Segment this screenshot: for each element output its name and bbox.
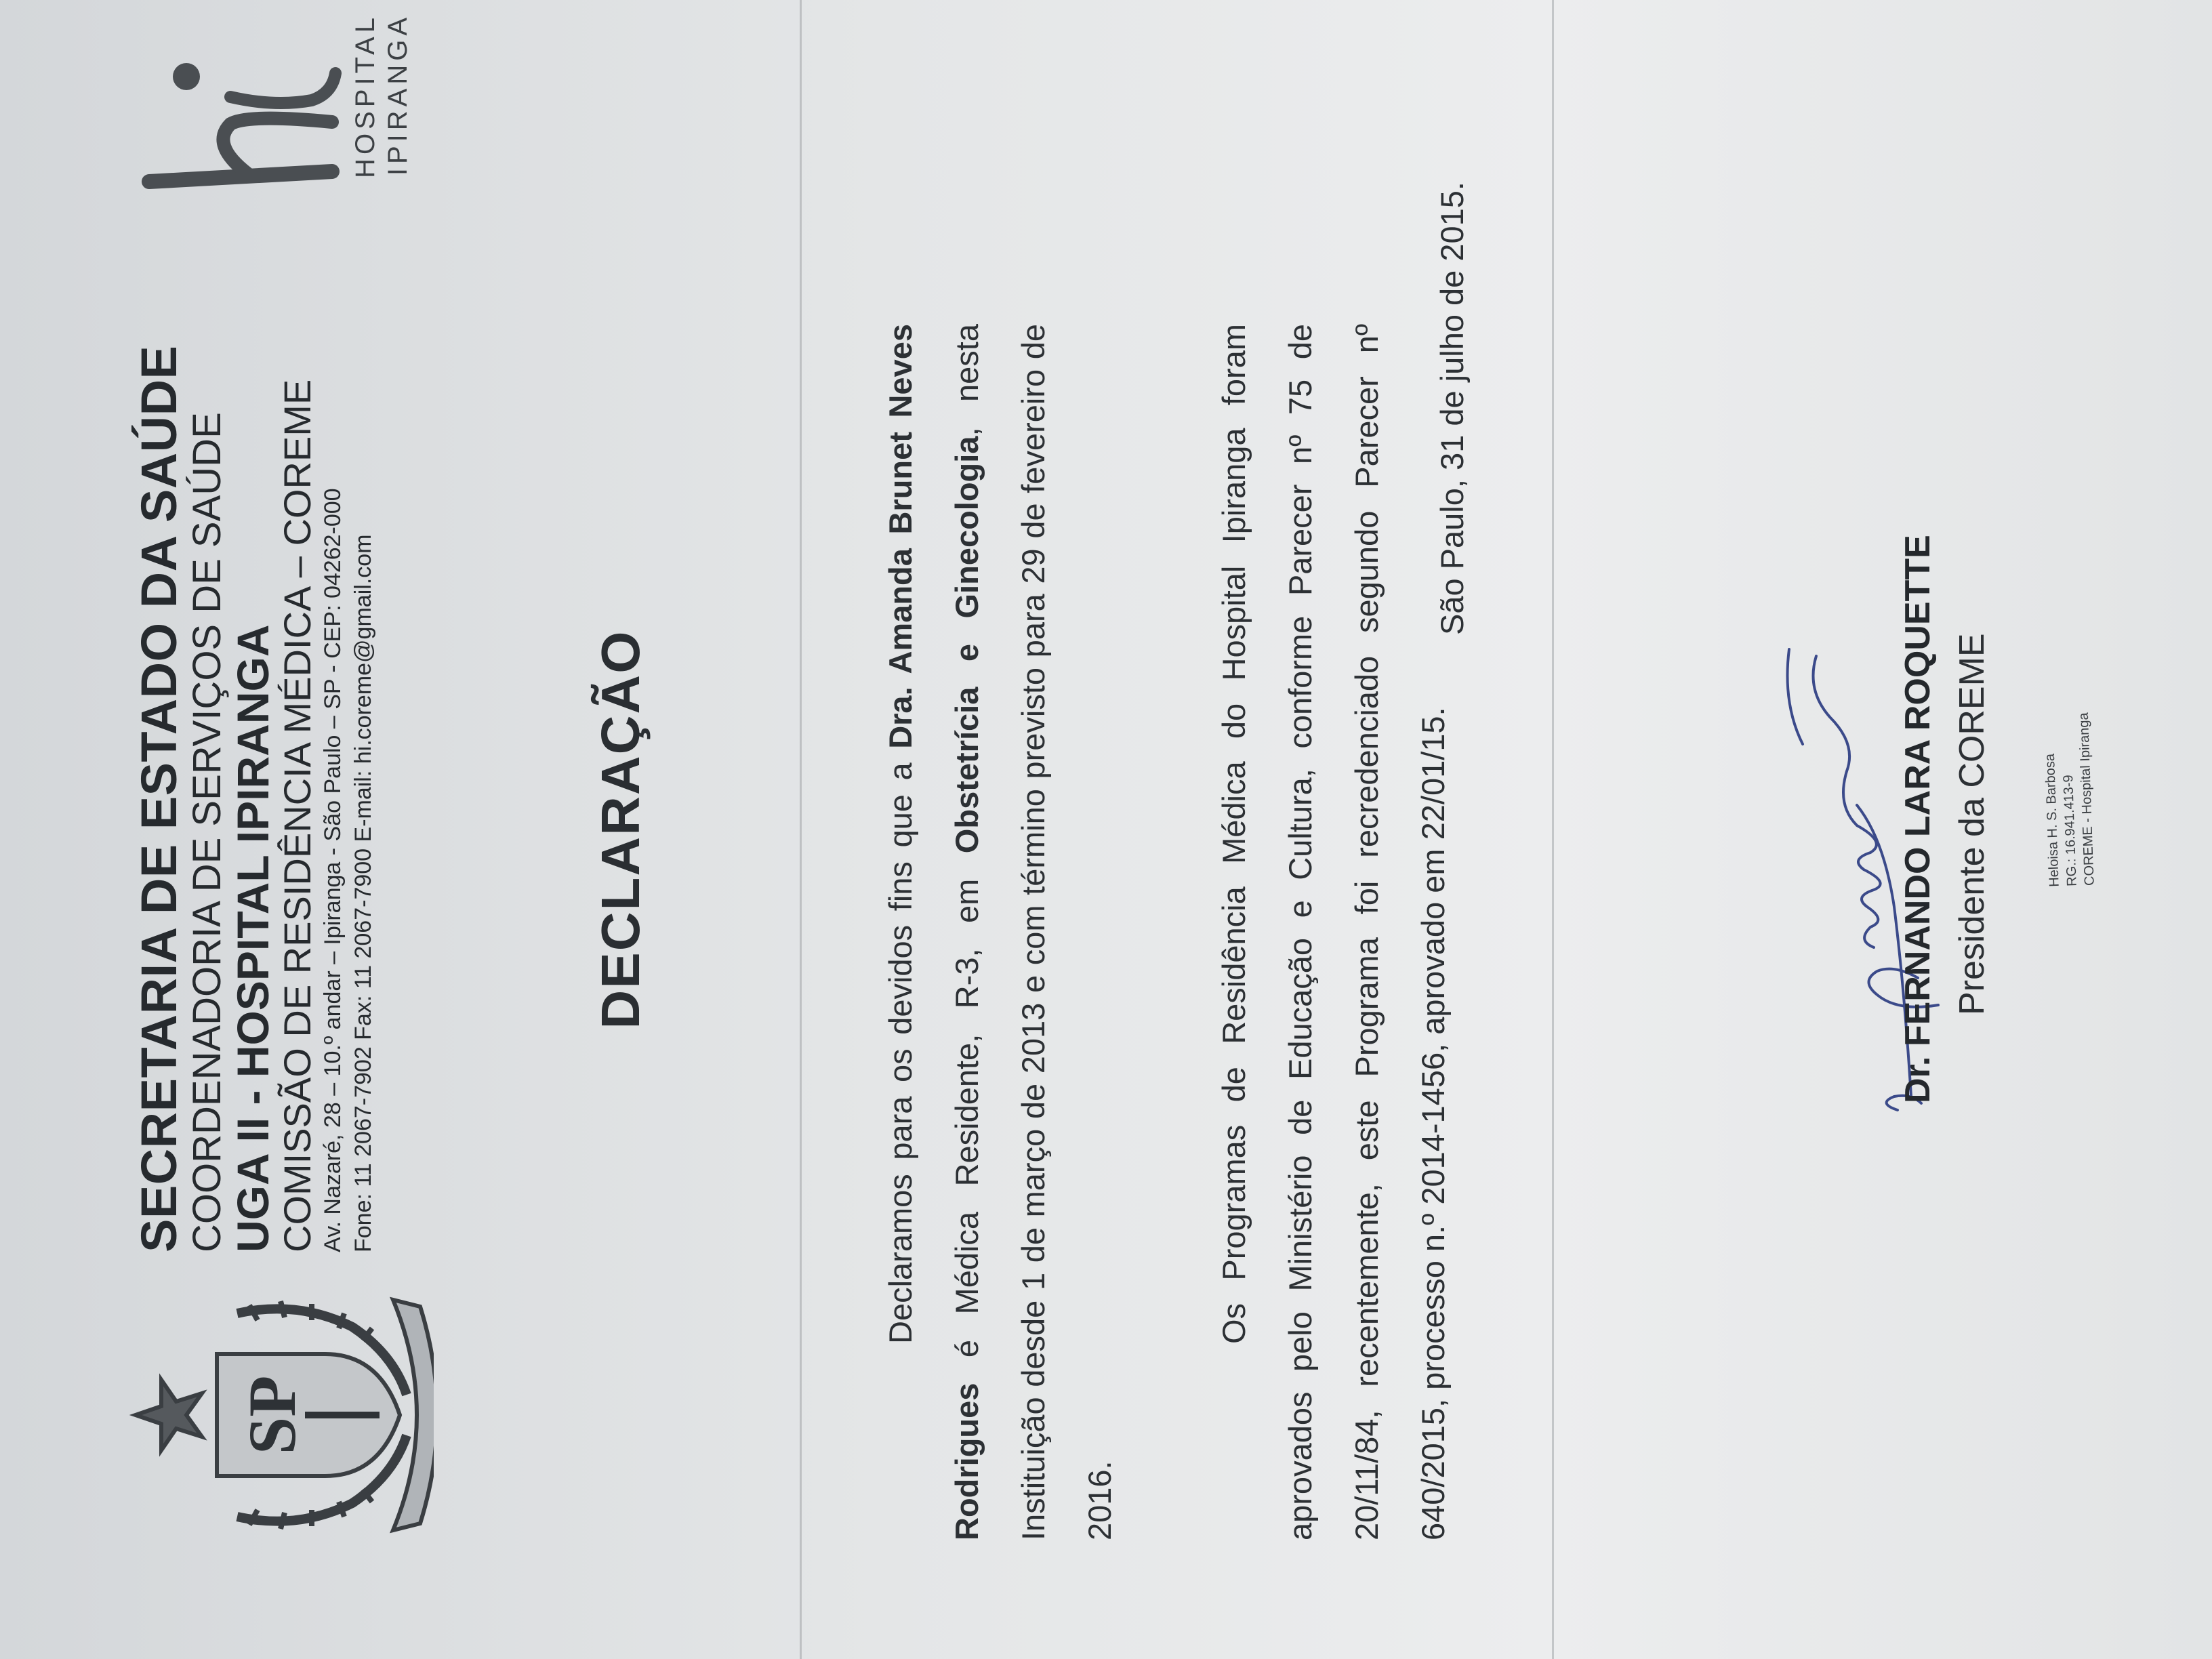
stamp-line-name: Heloisa H. S. Barbosa	[2042, 753, 2062, 888]
paper-fold-line	[800, 0, 802, 1659]
signer-name: Dr. FERNANDO LARA ROQUETTE	[1898, 535, 1938, 1103]
header-coordenadoria: COORDENADORIA DE SERVIÇOS DE SAÚDE	[184, 412, 229, 1252]
stamp-line-rg: RG.: 16.941.413-9	[2060, 775, 2080, 887]
paragraph-declaration	[867, 324, 1133, 1540]
place-and-date: São Paulo, 31 de julho de 2015.	[1434, 182, 1470, 635]
header-hospital: UGA II - HOSPITAL IPIRANGA	[227, 624, 278, 1252]
paragraph-programs: Os Programas de Residência Médica do Hospital Ipiranga foram aprovados pelo Ministério de Educação e Cultura, conforme Parecer nº 75 de 20/11/84, recentemente, este Programa foi recredenciado segundo Parecer nº 640/2015, processo n.º 2014-1456, aprovado em 22/01/15.	[1216, 324, 1451, 1540]
header-contact: Fone: 11 2067-7902 Fax: 11 2067-7900 E-mail: hi.coreme@gmail.com	[350, 534, 377, 1252]
logo-name-line1: HOSPITAL	[350, 14, 380, 178]
letterhead	[132, 249, 378, 1252]
p1-text-1: Declaramos para os devidos fins que a	[882, 748, 918, 1344]
signature-stamp	[2034, 547, 2098, 887]
header-address: Av. Nazaré, 28 – 10.º andar – Ipiranga - São Paulo – SP - CEP: 04262-000	[320, 488, 346, 1252]
document-title: DECLARAÇÃO	[590, 630, 651, 1029]
paper-fold-line	[1552, 0, 1554, 1659]
hospital-ipiranga-logo-icon	[129, 46, 373, 209]
signer-role: Presidente da COREME	[1952, 633, 1992, 1015]
stamp-line-department: COREME - Hospital Ipiranga	[2076, 712, 2097, 886]
coat-of-arms-icon	[122, 1273, 434, 1557]
header-comissao: COMISSÃO DE RESIDÊNCIA MÉDICA – COREME	[275, 379, 319, 1252]
hospital-ipiranga-logo-name	[349, 14, 414, 237]
resident-name: Dra. Amanda Brunet Neves Rodrigues	[882, 324, 985, 1540]
coat-of-arms-letters: SP	[234, 1375, 310, 1455]
specialty: Obstetrícia e Ginecologia	[949, 436, 985, 854]
p1-text-2: é Médica Residente, R-3, em	[949, 853, 985, 1383]
logo-name-line2: IPIRANGA	[383, 14, 413, 176]
p1-text-3: , nesta Instituição desde 1 de março de 2013 e com término previsto para 29 de fevereiro de 2016.	[949, 324, 1118, 1540]
header-secretaria: SECRETARIA DE ESTADO DA SAÚDE	[131, 345, 187, 1252]
